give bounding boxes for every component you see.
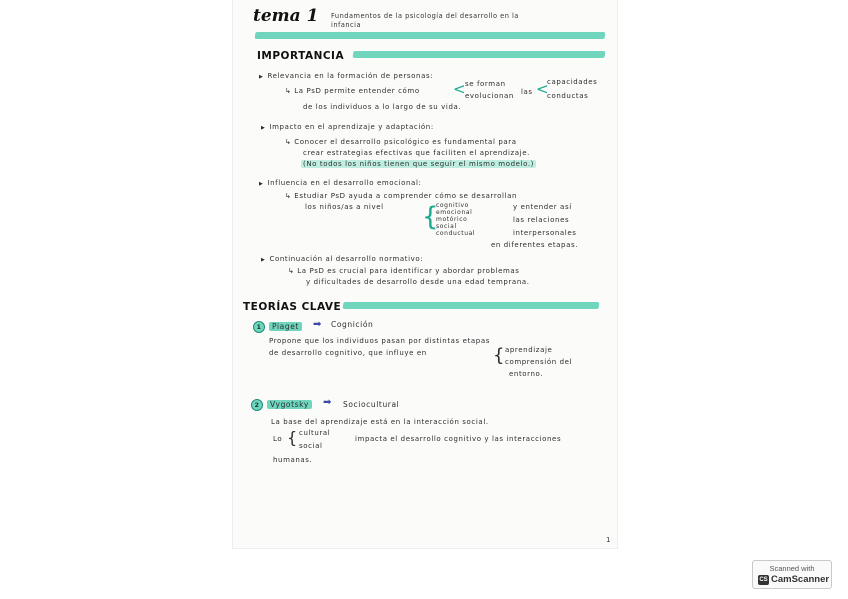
relevancia-sub: ↳ La PsD permite entender cómo <box>285 87 420 95</box>
theory-number-1: 1 <box>253 321 265 333</box>
topic-subtitle-line2: infancia <box>331 21 362 29</box>
brace-teal-niveles: { <box>422 202 439 232</box>
vygotsky-line3: humanas. <box>273 456 313 464</box>
arrow-right-icon: ➡ <box>313 319 322 330</box>
vygotsky-lo: Lo <box>273 435 283 443</box>
bullet-influencia: ▶ Influencia en el desarrollo emocional: <box>259 179 422 187</box>
section-heading-importancia: IMPORTANCIA <box>257 50 345 62</box>
theory-concept-cognicion: Cognición <box>331 320 374 329</box>
vygotsky-line1: La base del aprendizaje está en la interacción social. <box>271 418 489 426</box>
bullet-continuacion: ▶ Continuación al desarrollo normativo: <box>261 255 424 263</box>
nivel-emocional: emocional <box>436 209 473 216</box>
piaget-line1: Propone que los individuos pasan por distintas etapas <box>269 337 490 345</box>
topic-title: tema 1 <box>253 6 319 26</box>
impacto-sub1: ↳ Conocer el desarrollo psicológico es fundamental para <box>285 138 517 146</box>
nivel-cognitivo: cognitivo <box>436 202 469 209</box>
brace-item-evolucionan: evolucionan <box>465 92 514 100</box>
vygotsky-brace-social: social <box>299 442 323 450</box>
brace-teal-forman: < <box>453 80 466 98</box>
vygotsky-line2: impacta el desarrollo cognitivo y las interacciones <box>355 435 562 443</box>
camscanner-badge <box>752 560 832 589</box>
influencia-r4: en diferentes etapas. <box>491 241 579 249</box>
influencia-r1: y entender así <box>513 203 572 211</box>
piaget-line2: de desarrollo cognitivo, que influye en <box>269 349 427 357</box>
brace-item-forman: se forman <box>465 80 506 88</box>
influencia-sub1: ↳ Estudiar PsD ayuda a comprender cómo se desarrollan <box>285 192 518 200</box>
badge-scanned-with: Scanned with <box>769 564 815 573</box>
theory-name-piaget: Piaget <box>269 322 302 331</box>
bullet-relevancia: ▶ Relevancia en la formación de personas: <box>259 72 434 80</box>
influencia-r3: interpersonales <box>513 229 577 237</box>
page-number: 1 <box>606 536 611 544</box>
theory-vygotsky <box>251 399 312 411</box>
impacto-sub3: (No todos los niños tienen que seguir el mismo modelo.) <box>303 160 534 168</box>
influencia-sub2: los niños/as a nivel <box>305 203 384 211</box>
section-heading-teorias: TEORÍAS CLAVE <box>243 301 342 313</box>
brace-vygotsky: { <box>287 428 298 447</box>
impacto-sub2: crear estrategias efectivas que faciliten el aprendizaje. <box>303 149 530 157</box>
camscanner-logo-icon: CS <box>759 577 768 583</box>
brace-teal-capacidades: < <box>536 80 549 98</box>
brace-item-capacidades: capacidades <box>547 78 598 86</box>
arrow-right-icon-2: ➡ <box>323 397 332 408</box>
topic-subtitle-line1: Fundamentos de la psicología del desarrollo en la <box>331 12 519 20</box>
theory-number-2: 2 <box>251 399 263 411</box>
importancia-heading-bar <box>353 51 606 58</box>
brace-item-conductas: conductas <box>547 92 589 100</box>
continuacion-sub2: y dificultades de desarrollo desde una edad temprana. <box>306 278 530 286</box>
word-las: las <box>521 88 533 96</box>
theory-piaget <box>253 321 302 333</box>
piaget-brace-entorno: entorno. <box>509 370 544 378</box>
relevancia-end: de los individuos a lo largo de su vida. <box>303 103 462 111</box>
theory-name-vygotsky: Vygotsky <box>267 400 312 409</box>
scanned-page <box>233 0 617 548</box>
bullet-impacto: ▶ Impacto en el aprendizaje y adaptación: <box>261 123 434 131</box>
brace-piaget: { <box>493 345 505 366</box>
vygotsky-brace-cultural: cultural <box>299 429 331 437</box>
nivel-conductual: conductual <box>436 230 476 237</box>
badge-camscanner-name: CamScanner <box>771 574 830 585</box>
teorias-heading-bar <box>343 302 600 309</box>
piaget-brace-aprendizaje: aprendizaje <box>505 346 553 354</box>
nivel-motorico: motórico <box>436 216 468 223</box>
continuacion-sub1: ↳ La PsD es crucial para identificar y abordar problemas <box>288 267 520 275</box>
theory-concept-sociocultural: Sociocultural <box>343 400 400 409</box>
piaget-brace-comprension: comprensión del <box>505 358 573 366</box>
nivel-social: social <box>436 223 457 230</box>
influencia-r2: las relaciones <box>513 216 570 224</box>
title-underline-bar <box>255 32 606 39</box>
